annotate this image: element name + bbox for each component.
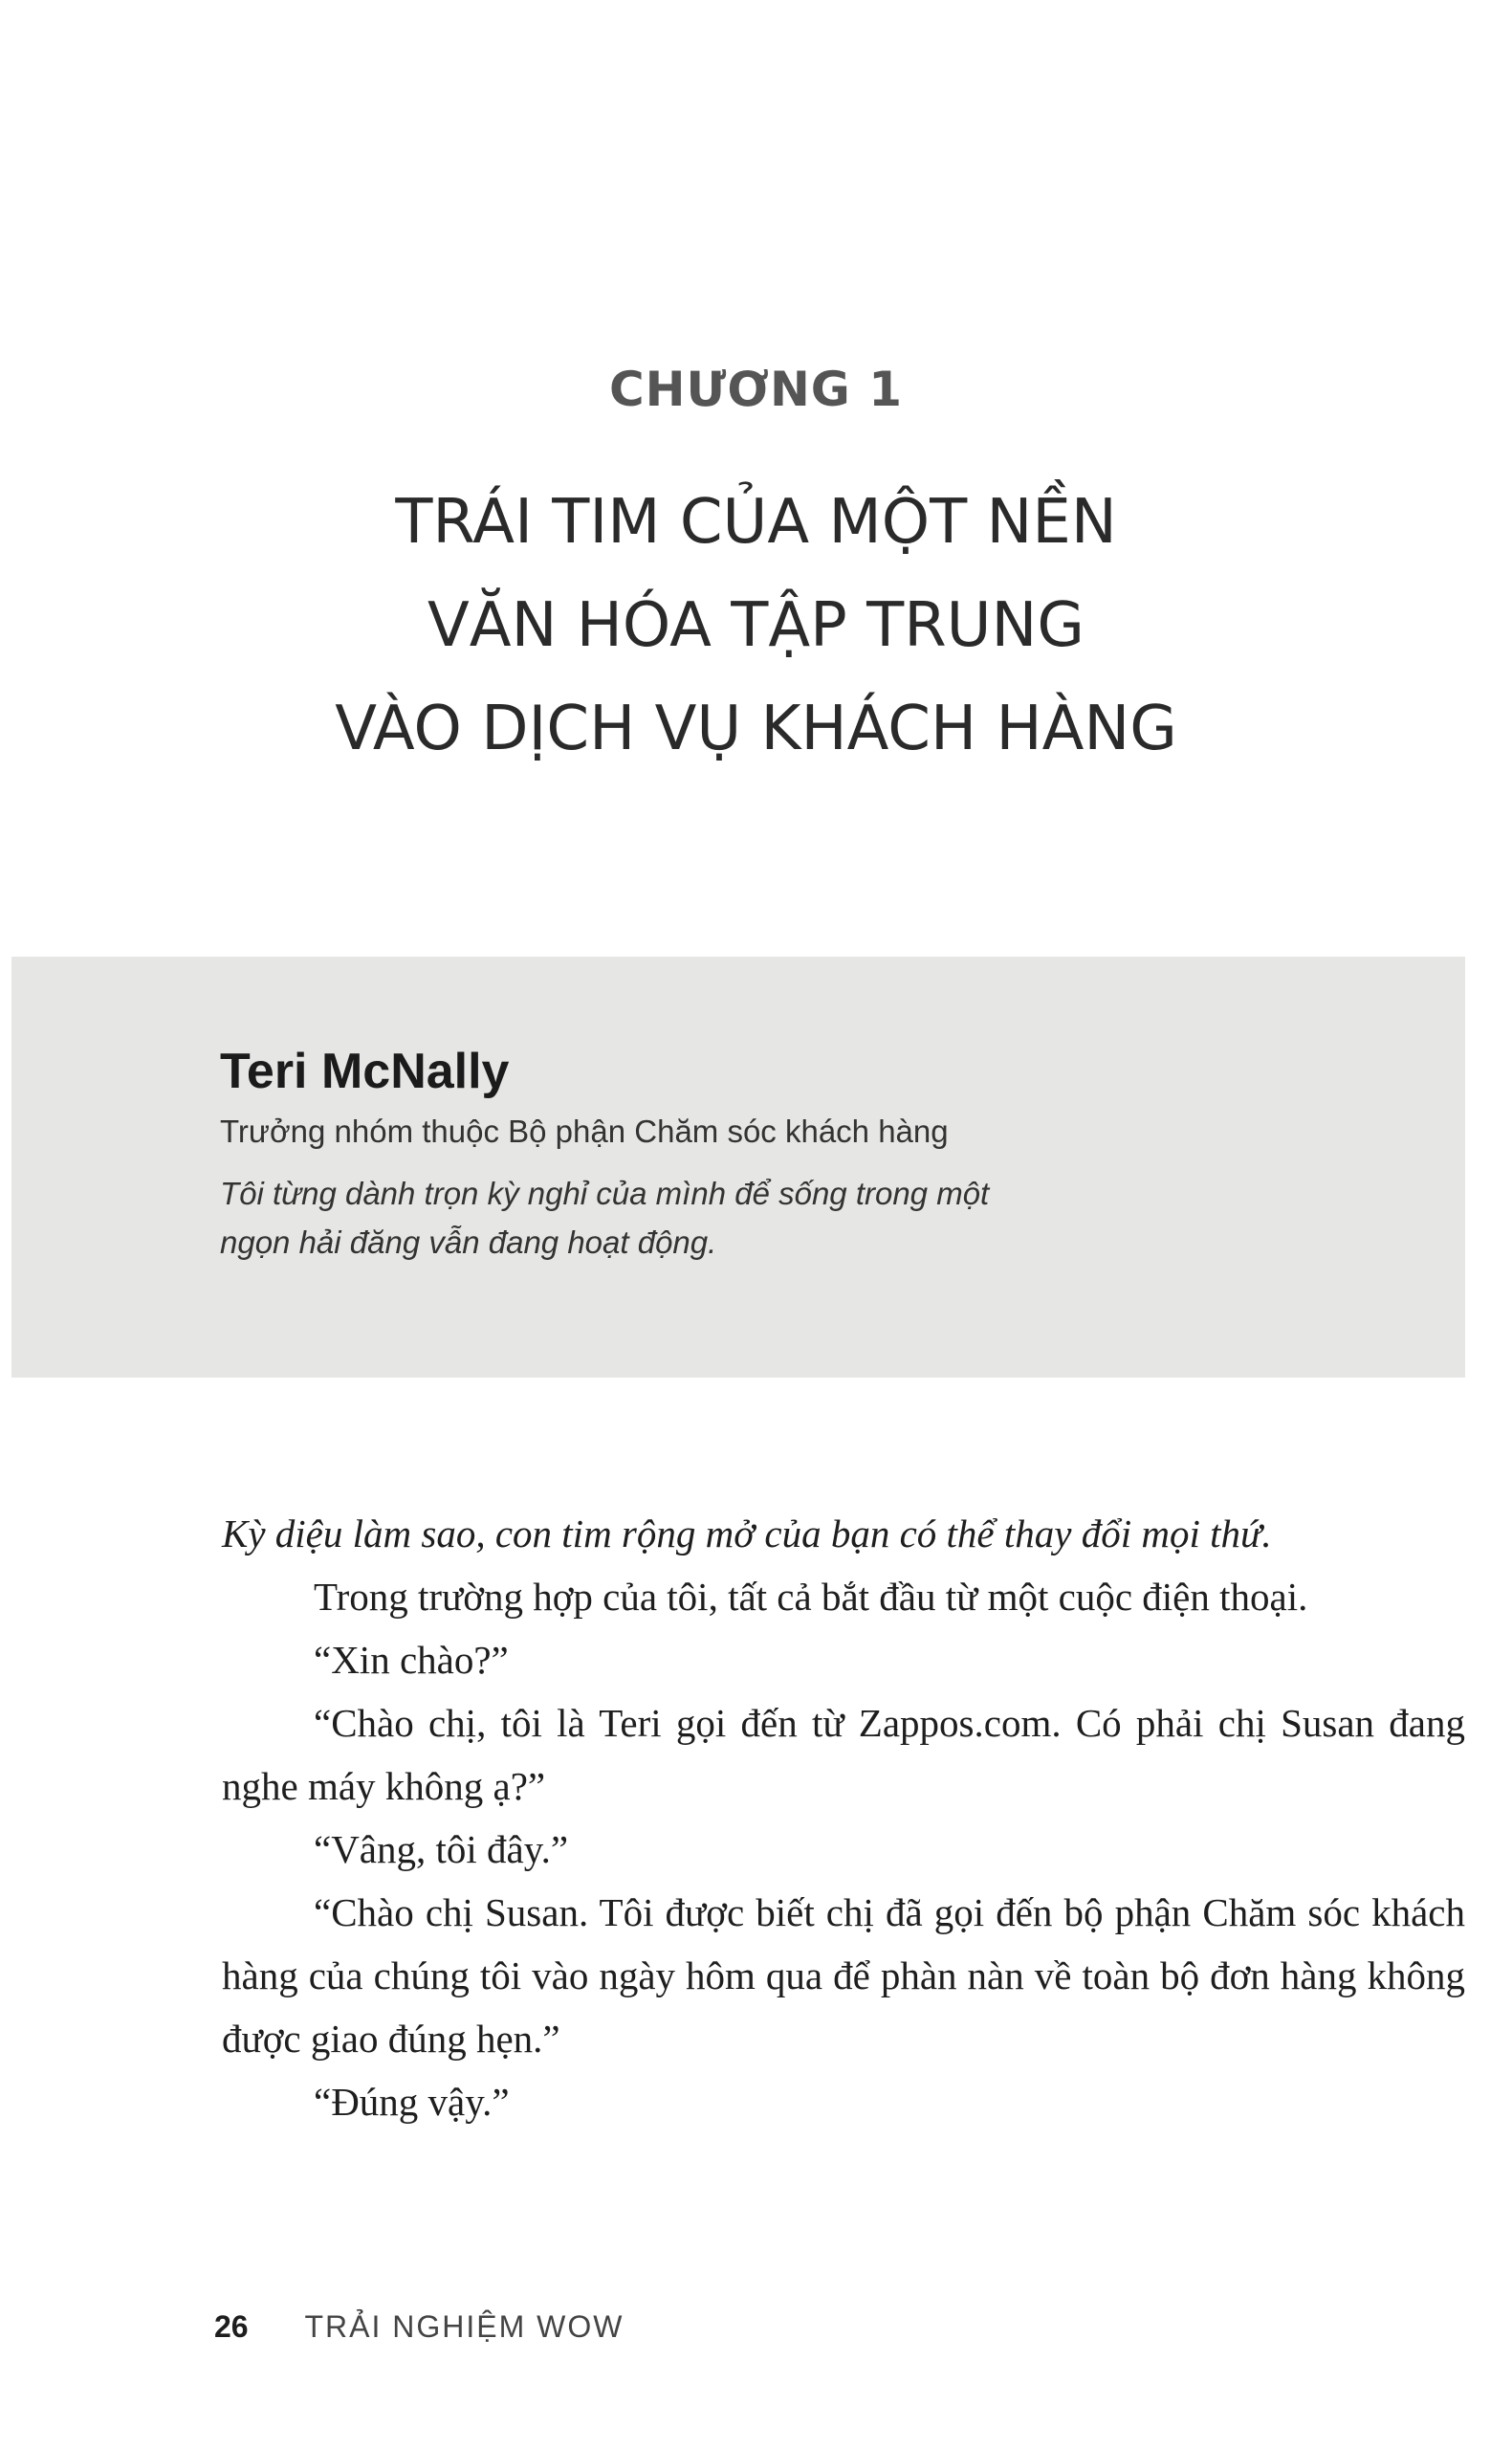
dialogue-paragraph: “Chào chị Susan. Tôi được biết chị đã gọi đến bộ phận Chăm sóc khách hàng của chúng tôi vào ngày hôm qua để phàn nàn về toàn bộ đơn hàng không được giao đúng hẹn.” [222, 1890, 1465, 2061]
chapter-title-line: TRÁI TIM CỦA MỘT NỀN [395, 487, 1117, 558]
running-title: TRẢI NGHIỆM WOW [304, 2309, 625, 2344]
profile-box [11, 957, 1465, 1378]
chapter-title-line: VÀO DỊCH VỤ KHÁCH HÀNG [335, 694, 1177, 764]
page-number: 26 [214, 2309, 249, 2344]
chapter-title [0, 471, 1512, 781]
dialogue-paragraph: “Xin chào?” [314, 1638, 509, 1682]
dialogue-paragraph: “Vâng, tôi đây.” [314, 1827, 569, 1871]
dialogue-paragraph: “Chào chị, tôi là Teri gọi đến từ Zappos.com. Có phải chị Susan đang nghe máy không ạ?” [222, 1701, 1465, 1808]
chapter-label: CHƯƠNG 1 [608, 362, 904, 417]
dialogue-paragraph: “Đúng vậy.” [314, 2080, 510, 2124]
profile-quote [220, 1169, 1081, 1267]
profile-role: Trưởng nhóm thuộc Bộ phận Chăm sóc khách hàng [220, 1114, 949, 1149]
profile-name: Teri McNally [220, 1044, 510, 1099]
body-text [222, 1502, 1465, 2133]
profile-quote-line: Tôi từng dành trọn kỳ nghỉ của mình để sống trong một [220, 1176, 990, 1211]
chapter-title-line: VĂN HÓA TẬP TRUNG [427, 590, 1085, 661]
body-paragraph: Trong trường hợp của tôi, tất cả bắt đầu từ một cuộc điện thoại. [314, 1575, 1308, 1619]
page-footer [214, 2309, 624, 2345]
profile-quote-line: ngọn hải đăng vẫn đang hoạt động. [220, 1224, 717, 1260]
lead-paragraph: Kỳ diệu làm sao, con tim rộng mở của bạn có thể thay đổi mọi thứ. [222, 1511, 1272, 1555]
